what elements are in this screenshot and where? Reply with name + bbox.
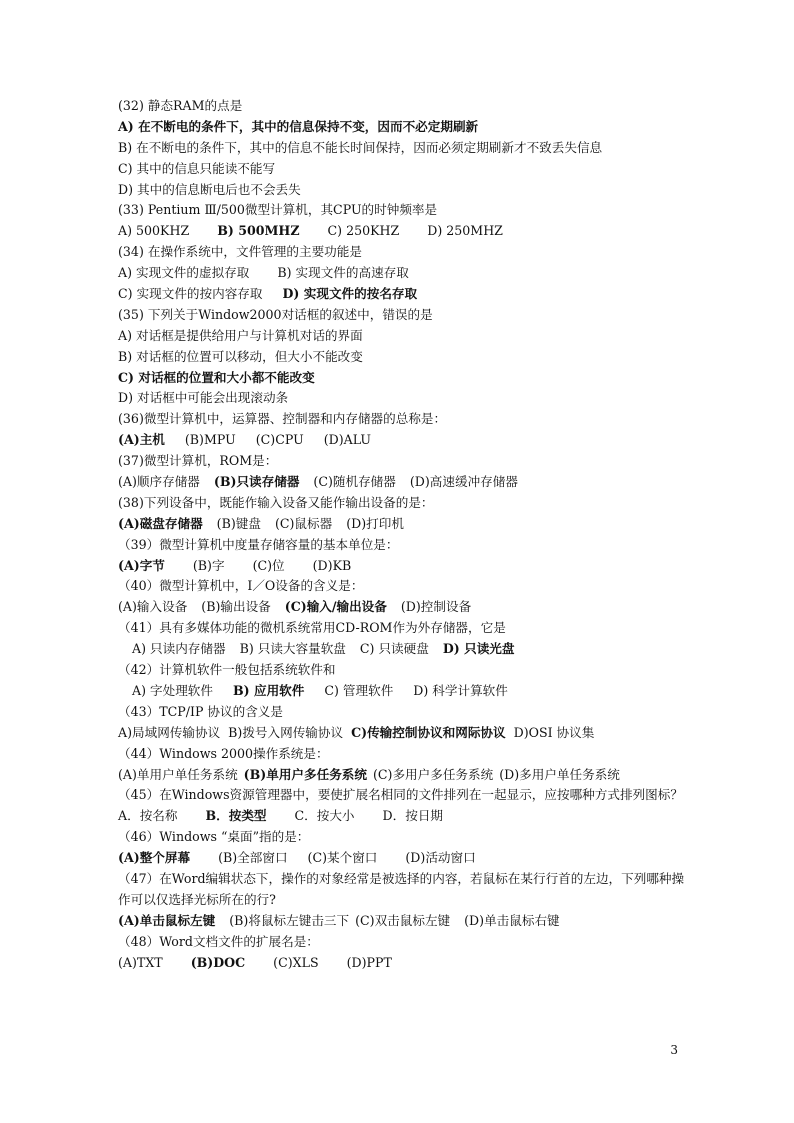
question-45-option-a: A．按名称 — [118, 808, 178, 824]
question-40-option-d: (D)控制设备 — [400, 599, 472, 615]
question-32-option-c: C) 其中的信息只能读不能写 — [118, 160, 276, 176]
question-38-option-a: (A)磁盘存储器 — [118, 515, 203, 531]
question-42-stem: （42）计算机软件一般包括系统软件和 — [118, 662, 336, 678]
question-48-options — [118, 953, 688, 974]
question-39-option-a: (A)字节 — [118, 557, 165, 573]
question-45-stem: （45）在Windows资源管理器中，要使扩展名相同的文件排列在一起显示，应按哪种方式排列图标？ — [118, 787, 683, 803]
question-42-options — [118, 681, 688, 702]
question-33-options — [118, 221, 688, 242]
question-36-stem: (36)微型计算机中，运算器、控制器和内存储器的总称是： — [118, 411, 447, 427]
question-37-stem: (37)微型计算机，ROM是： — [118, 453, 278, 469]
question-41-option-c: C) 只读硬盘 — [359, 641, 429, 657]
question-34-option-a: A) 实现文件的虚拟存取 — [118, 265, 250, 281]
question-43-options — [118, 723, 688, 744]
question-34-stem: (34) 在操作系统中，文件管理的主要功能是 — [118, 244, 362, 260]
question-43-stem: （43）TCP/IP 协议的含义是 — [118, 703, 283, 719]
question-46-option-b: (B)全部窗口 — [218, 850, 288, 866]
question-33-option-b: B) 500MHZ — [217, 223, 300, 239]
question-38-option-c: (C)鼠标器 — [274, 515, 333, 531]
question-40-option-c: (C)输入/输出设备 — [284, 599, 387, 615]
question-32-option-d: D) 其中的信息断电后也不会丢失 — [118, 181, 301, 197]
question-37-options — [118, 472, 688, 493]
question-47-options — [118, 911, 688, 932]
question-43-option-d: D)OSI 协议集 — [513, 724, 595, 740]
question-32-option-a: A) 在不断电的条件下，其中的信息保持不变，因而不必定期刷新 — [118, 118, 479, 134]
question-42-option-c: C) 管理软件 — [324, 682, 394, 698]
question-34-options-cd — [118, 284, 688, 305]
question-40-option-b: (B)输出设备 — [201, 599, 271, 615]
question-33-option-c: C) 250KHZ — [327, 223, 400, 239]
question-44-stem: （44）Windows 2000操作系统是： — [118, 745, 329, 761]
document-page — [118, 96, 688, 973]
question-44-option-c: (C)多用户多任务系统 — [372, 766, 494, 782]
question-42-option-b: B) 应用软件 — [232, 682, 305, 698]
question-42-option-d: D) 科学计算软件 — [413, 682, 508, 698]
question-45-options — [118, 806, 688, 827]
question-36-option-b: (B)MPU — [184, 432, 236, 448]
question-33-option-d: D) 250MHZ — [427, 223, 503, 239]
question-32-option-b: B) 在不断电的条件下，其中的信息不能长时间保持，因而必须定期刷新才不致丢失信息 — [118, 139, 603, 155]
question-46-option-d: (D)活动窗口 — [405, 850, 476, 866]
question-37-option-a: (A)顺序存储器 — [118, 474, 200, 490]
question-39-option-c: (C)位 — [252, 557, 285, 573]
question-39-options — [118, 556, 688, 577]
question-38-option-b: (B)键盘 — [216, 515, 261, 531]
question-48-option-d: (D)PPT — [346, 954, 392, 970]
question-47-option-c: (C)双击鼠标左键 — [355, 912, 451, 928]
question-39-option-d: (D)KB — [312, 557, 352, 573]
question-48-option-b: (B)DOC — [190, 954, 246, 970]
question-44-option-d: (D)多用户单任务系统 — [499, 766, 620, 782]
question-45-option-d: D．按日期 — [382, 808, 444, 824]
question-36-option-a: (A)主机 — [118, 432, 165, 448]
question-32-stem: (32) 静态RAM的点是 — [118, 98, 243, 113]
question-34-option-d: D) 实现文件的按名存取 — [282, 286, 418, 302]
question-35-option-a: A) 对话框是提供给用户与计算机对话的界面 — [118, 327, 363, 343]
question-35-option-b: B) 对话框的位置可以移动，但大小不能改变 — [118, 348, 363, 364]
question-48-stem: （48）Word文档文件的扩展名是： — [118, 933, 319, 949]
question-34-option-b: B) 实现文件的高速存取 — [277, 265, 409, 281]
question-41-option-a: A) 只读内存储器 — [132, 641, 226, 657]
question-47-option-a: (A)单击鼠标左键 — [118, 912, 216, 928]
question-38-stem: (38)下列设备中，既能作输入设备又能作输出设备的是： — [118, 494, 434, 510]
question-35-stem: (35) 下列关于Window2000对话框的叙述中，错误的是 — [118, 306, 433, 322]
question-36-options — [118, 430, 688, 451]
question-44-options — [118, 765, 688, 786]
question-48-option-a: (A)TXT — [118, 954, 163, 970]
question-46-stem: （46）Windows “桌面”指的是： — [118, 829, 310, 845]
question-47-option-d: (D)单击鼠标右键 — [464, 912, 560, 928]
question-46-options — [118, 848, 688, 869]
question-35-option-c: C) 对话框的位置和大小都不能改变 — [118, 369, 315, 385]
question-39-stem: （39）微型计算机中度量存储容量的基本单位是： — [118, 536, 399, 552]
question-36-option-d: (D)ALU — [323, 432, 372, 448]
question-33-stem: (33) Pentium Ⅲ/500微型计算机，其CPU的时钟频率是 — [118, 202, 438, 218]
question-43-option-b: B)拨号入网传输协议 — [228, 724, 344, 740]
question-37-option-b: (B)只读存储器 — [213, 474, 300, 490]
question-47-option-b: (B)将鼠标左键击三下 — [229, 912, 350, 928]
page-number: 3 — [670, 1043, 678, 1057]
question-39-option-b: (B)字 — [192, 557, 225, 573]
question-45-option-b: B．按类型 — [205, 808, 267, 824]
question-37-option-d: (D)高速缓冲存储器 — [409, 474, 518, 490]
question-34-option-c: C) 实现文件的按内容存取 — [118, 286, 263, 302]
question-45-option-c: C．按大小 — [294, 808, 355, 824]
question-35-option-d: D) 对话框中可能会出现滚动条 — [118, 390, 289, 406]
question-44-option-a: (A)单用户单任务系统 — [118, 766, 238, 782]
question-41-option-d: D) 只读光盘 — [442, 641, 515, 657]
question-36-option-c: (C)CPU — [255, 432, 304, 448]
question-33-option-a: A) 500KHZ — [118, 223, 190, 239]
question-41-option-b: B) 只读大容量软盘 — [239, 641, 346, 657]
question-43-option-c: C)传输控制协议和网际协议 — [351, 724, 506, 740]
question-38-option-d: (D)打印机 — [346, 515, 404, 531]
question-40-options — [118, 597, 688, 618]
question-34-options-ab — [118, 263, 688, 284]
question-37-option-c: (C)随机存储器 — [313, 474, 396, 490]
question-47-stem: （47）在Word编辑状态下，操作的对象经常是被选择的内容，若鼠标在某行行首的左边，下列哪种操作可以仅选择光标所在的行? — [118, 870, 685, 907]
question-42-option-a: A) 字处理软件 — [132, 682, 213, 698]
question-46-option-c: (C)某个窗口 — [307, 850, 378, 866]
question-48-option-c: (C)XLS — [273, 954, 319, 970]
question-43-option-a: A)局域网传输协议 — [118, 724, 221, 740]
question-46-option-a: (A)整个屏幕 — [118, 850, 191, 866]
question-44-option-b: (B)单用户多任务系统 — [243, 766, 367, 782]
question-41-stem: （41）具有多媒体功能的微机系统常用CD-ROM作为外存储器，它是 — [118, 620, 506, 636]
question-41-options — [118, 639, 688, 660]
question-40-option-a: (A)输入设备 — [118, 599, 188, 615]
question-38-options — [118, 514, 688, 535]
question-40-stem: （40）微型计算机中，I／O设备的含义是： — [118, 578, 364, 594]
